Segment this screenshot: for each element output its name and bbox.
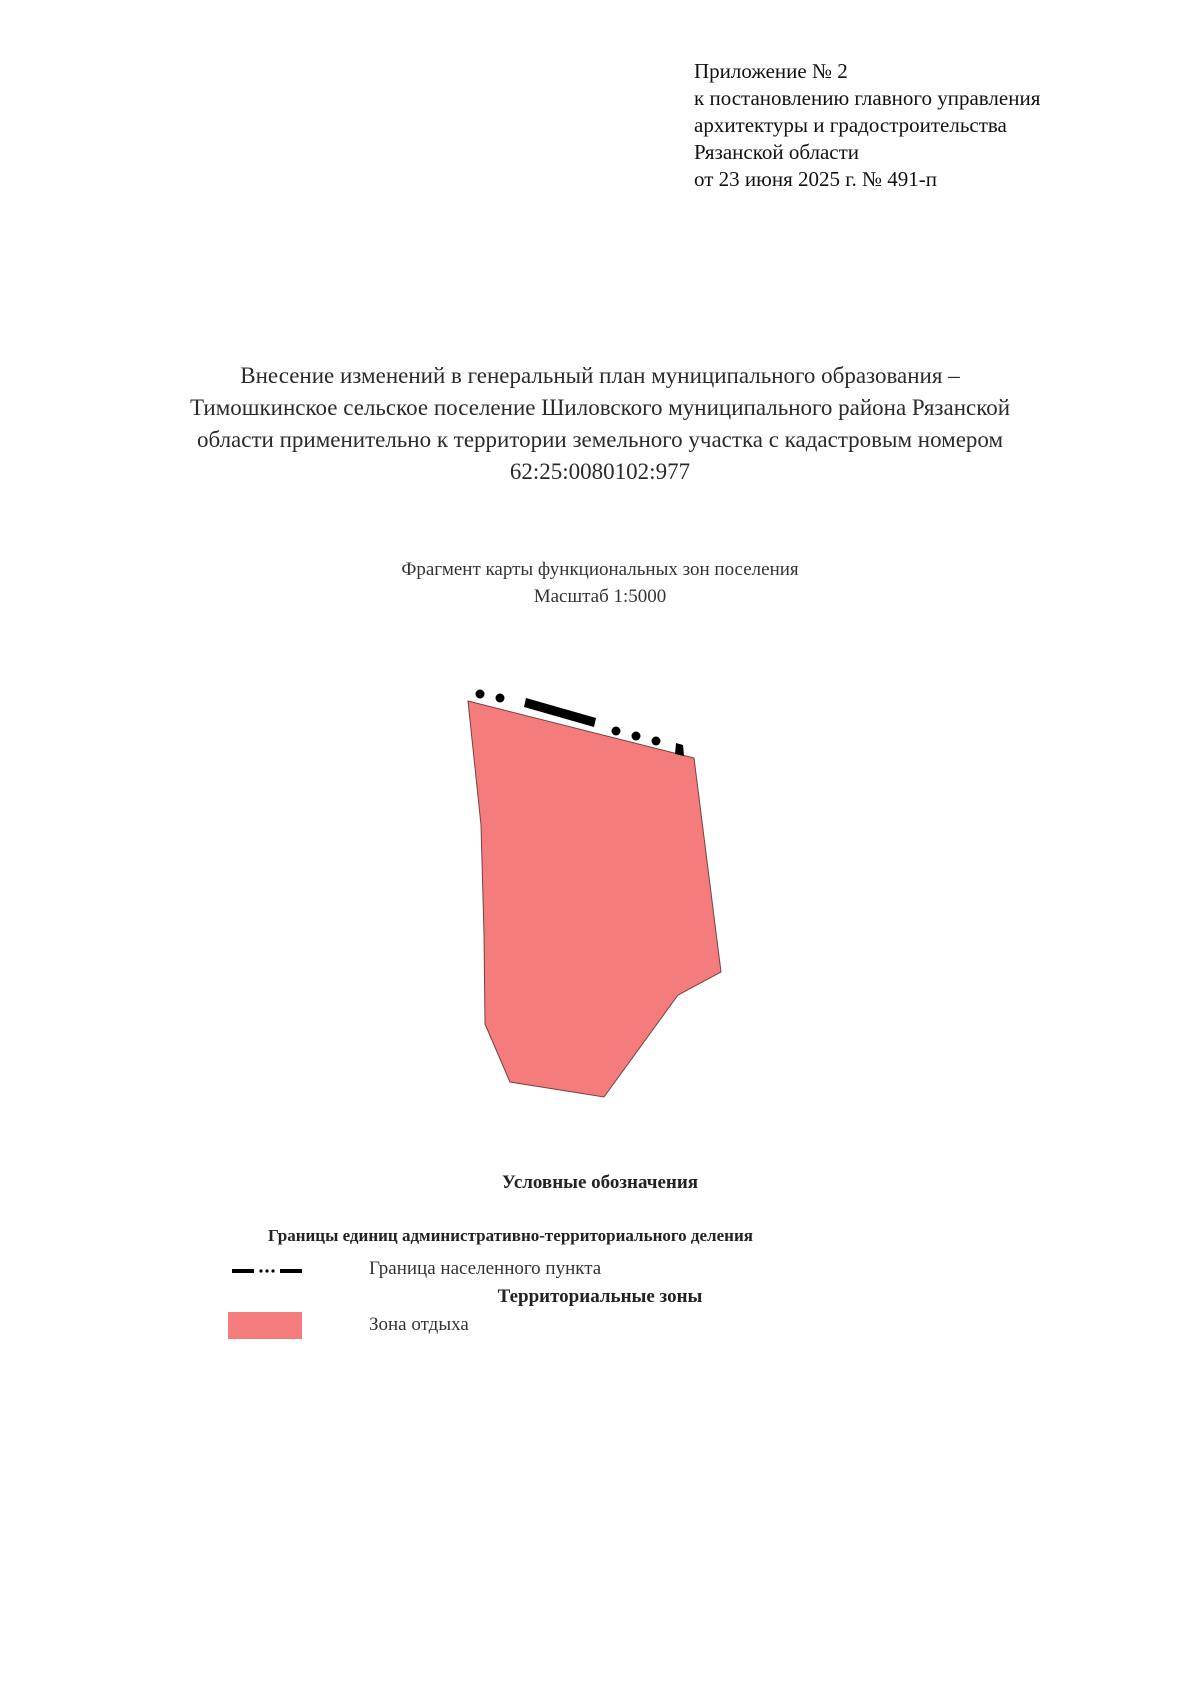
appendix-line: от 23 июня 2025 г. № 491-п — [694, 167, 937, 191]
boundary-symbol-dot — [259, 1269, 262, 1272]
title-line: Внесение изменений в генеральный план муниципального образования – — [240, 363, 960, 388]
boundary-dot — [632, 732, 641, 741]
recreation-zone-polygon — [468, 701, 721, 1097]
boundary-symbol-dash — [280, 1269, 302, 1273]
title-line: 62:25:0080102:977 — [509, 459, 691, 484]
title-line: области применительно к территории земельного участка с кадастровым номером — [196, 427, 1004, 452]
legend-zone-label: Зона отдыха — [369, 1314, 469, 1335]
boundary-symbol-dot — [265, 1269, 268, 1272]
boundary-dot — [476, 690, 485, 699]
boundary-dot — [612, 727, 621, 736]
title-line: Тимошкинское сельское поселение Шиловского муниципального района Рязанской — [189, 395, 1011, 420]
boundary-dash — [675, 743, 684, 756]
boundary-symbol-dash — [232, 1269, 254, 1273]
boundary-dot — [496, 694, 505, 703]
map-caption-title: Фрагмент карты функциональных зон поселения — [401, 559, 799, 580]
appendix-line: Рязанской области — [694, 140, 860, 164]
map-scale: Масштаб 1:5000 — [533, 586, 667, 607]
appendix-header — [694, 58, 1040, 193]
legend-heading: Условные обозначения — [501, 1172, 699, 1193]
map-caption — [300, 556, 900, 610]
appendix-line: Приложение № 2 — [694, 59, 848, 83]
document-title — [120, 360, 1080, 488]
legend-zone-swatch — [228, 1312, 302, 1339]
appendix-line: к постановлению главного управления — [694, 86, 1041, 110]
legend-boundary-label: Граница населенного пункта — [369, 1258, 602, 1279]
appendix-line: архитектуры и градостроительства — [694, 113, 1007, 137]
legend-group-boundaries: Границы единиц административно-территориального деления — [268, 1226, 753, 1245]
boundary-dot — [652, 737, 661, 746]
boundary-symbol-dot — [271, 1269, 274, 1272]
legend-group-zones: Территориальные зоны — [497, 1286, 703, 1307]
map-fragment — [360, 680, 760, 1120]
legend-boundary-symbol — [232, 1266, 302, 1276]
